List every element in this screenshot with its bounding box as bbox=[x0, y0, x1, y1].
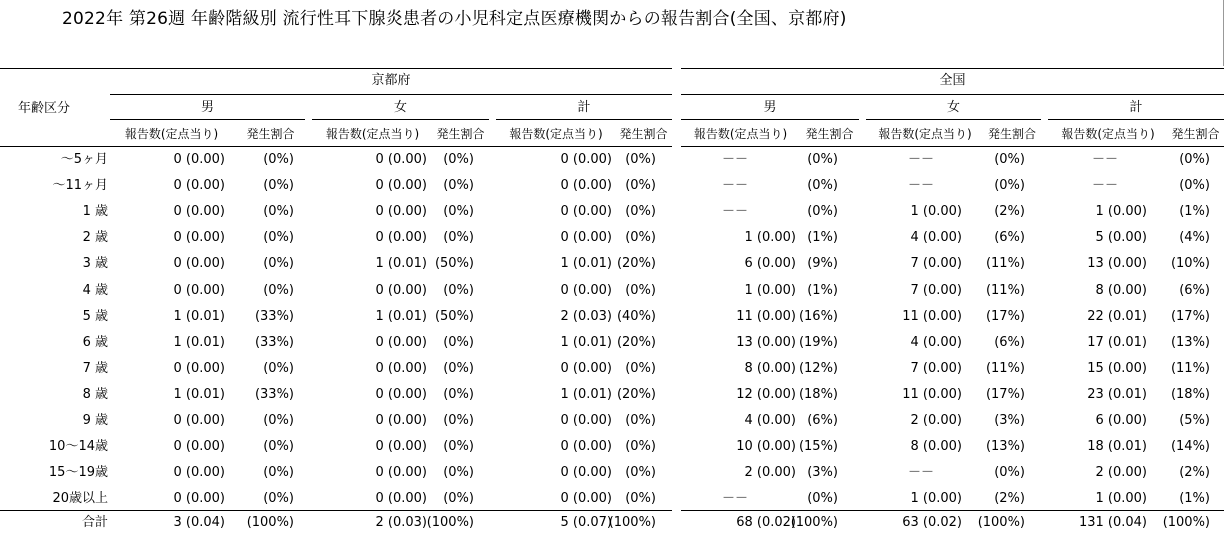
report-count-cell: 5 (0.00) bbox=[1095, 230, 1147, 245]
region-header: 全国 bbox=[939, 73, 966, 88]
report-count-cell: －－ bbox=[907, 152, 934, 167]
total-rate: (100%) bbox=[790, 515, 838, 530]
rate-cell: (0%) bbox=[263, 230, 294, 245]
age-label: 20歳以上 bbox=[52, 491, 108, 506]
report-count-cell: 0 (0.00) bbox=[173, 204, 225, 219]
report-count-cell: －－ bbox=[721, 178, 748, 193]
rate-cell: (0%) bbox=[443, 491, 474, 506]
rate-cell: (9%) bbox=[807, 256, 838, 271]
report-count-cell: 23 (0.01) bbox=[1087, 387, 1147, 402]
rate-cell: (11%) bbox=[1170, 361, 1210, 376]
report-count-cell: 0 (0.00) bbox=[560, 152, 612, 167]
rate-cell: (0%) bbox=[263, 204, 294, 219]
rate-cell: (0%) bbox=[625, 204, 656, 219]
rate-cell: (0%) bbox=[443, 465, 474, 480]
age-label: 6 歳 bbox=[82, 335, 108, 350]
rate-cell: (0%) bbox=[807, 491, 838, 506]
report-count-cell: 1 (0.01) bbox=[560, 335, 612, 350]
frame-border bbox=[1223, 0, 1224, 66]
rate-cell: (0%) bbox=[625, 361, 656, 376]
report-count-cell: －－ bbox=[1091, 152, 1118, 167]
rate-cell: (18%) bbox=[798, 387, 838, 402]
rate-cell: (0%) bbox=[443, 152, 474, 167]
report-count-cell: 1 (0.01) bbox=[173, 335, 225, 350]
rate-cell: (0%) bbox=[625, 413, 656, 428]
rate-cell: (0%) bbox=[443, 230, 474, 245]
report-count-cell: 0 (0.00) bbox=[560, 178, 612, 193]
rate-cell: (11%) bbox=[985, 283, 1025, 298]
total-label: 合計 bbox=[81, 515, 108, 530]
page-title: 2022年 第26週 年齢階級別 流行性耳下腺炎患者の小児科定点医療機関からの報告割合(全国、京都府) bbox=[62, 9, 847, 29]
rate-cell: (0%) bbox=[263, 465, 294, 480]
rate-cell: (1%) bbox=[807, 283, 838, 298]
report-count-cell: 4 (0.00) bbox=[910, 230, 962, 245]
report-count-cell: 12 (0.00) bbox=[736, 387, 796, 402]
gender-header: 女 bbox=[393, 100, 407, 115]
rate-cell: (0%) bbox=[443, 439, 474, 454]
total-border bbox=[0, 510, 672, 511]
rate-cell: (0%) bbox=[994, 152, 1025, 167]
rate-cell: (17%) bbox=[985, 309, 1025, 324]
rate-cell: (2%) bbox=[994, 204, 1025, 219]
total-rate: (100%) bbox=[1162, 515, 1210, 530]
gender-header: 女 bbox=[946, 100, 960, 115]
rate-cell: (1%) bbox=[1179, 204, 1210, 219]
rate-cell: (19%) bbox=[798, 335, 838, 350]
report-count-cell: 8 (0.00) bbox=[744, 361, 796, 376]
report-count-cell: 1 (0.01) bbox=[173, 387, 225, 402]
total-rate: (100%) bbox=[608, 515, 656, 530]
report-count-cell: 0 (0.00) bbox=[173, 439, 225, 454]
rate-cell: (0%) bbox=[994, 178, 1025, 193]
rate-cell: (0%) bbox=[1179, 152, 1210, 167]
report-count-cell: 1 (0.00) bbox=[1095, 491, 1147, 506]
age-label: 3 歳 bbox=[82, 256, 108, 271]
report-count-cell: 13 (0.00) bbox=[1087, 256, 1147, 271]
rate-cell: (0%) bbox=[443, 413, 474, 428]
rate-cell: (6%) bbox=[1179, 283, 1210, 298]
age-label: 10～14歳 bbox=[48, 439, 108, 454]
total-report-count: 68 (0.02) bbox=[736, 515, 796, 530]
rate-cell: (0%) bbox=[625, 465, 656, 480]
total-report-count: 131 (0.04) bbox=[1078, 515, 1147, 530]
report-count-cell: 8 (0.00) bbox=[910, 439, 962, 454]
rate-cell: (6%) bbox=[807, 413, 838, 428]
report-count-header: 報告数(定点当り) bbox=[878, 127, 972, 141]
report-count-cell: 0 (0.00) bbox=[560, 491, 612, 506]
age-label: 2 歳 bbox=[82, 230, 108, 245]
gender-header: 計 bbox=[577, 100, 591, 115]
rate-header: 発生割合 bbox=[1171, 127, 1220, 141]
rate-cell: (0%) bbox=[994, 465, 1025, 480]
report-count-cell: 11 (0.00) bbox=[902, 387, 962, 402]
rate-cell: (0%) bbox=[263, 413, 294, 428]
report-count-cell: 10 (0.00) bbox=[736, 439, 796, 454]
report-count-cell: 1 (0.01) bbox=[560, 387, 612, 402]
report-count-cell: 0 (0.00) bbox=[560, 413, 612, 428]
report-count-cell: 0 (0.00) bbox=[173, 361, 225, 376]
report-count-cell: 0 (0.00) bbox=[375, 439, 427, 454]
report-count-cell: －－ bbox=[907, 178, 934, 193]
rate-cell: (0%) bbox=[625, 178, 656, 193]
report-count-cell: 0 (0.00) bbox=[173, 230, 225, 245]
report-count-cell: 7 (0.00) bbox=[910, 256, 962, 271]
rate-cell: (0%) bbox=[807, 204, 838, 219]
gender-header: 男 bbox=[763, 100, 777, 115]
rate-header: 発生割合 bbox=[987, 127, 1036, 141]
report-count-cell: 0 (0.00) bbox=[173, 413, 225, 428]
report-count-cell: 0 (0.00) bbox=[375, 465, 427, 480]
gender-header: 計 bbox=[1129, 100, 1143, 115]
rate-header: 発生割合 bbox=[246, 127, 295, 141]
age-label: 7 歳 bbox=[82, 361, 108, 376]
rate-cell: (6%) bbox=[994, 335, 1025, 350]
report-count-cell: 4 (0.00) bbox=[744, 413, 796, 428]
rate-cell: (40%) bbox=[616, 309, 656, 324]
total-rate: (100%) bbox=[977, 515, 1025, 530]
report-count-cell: 2 (0.00) bbox=[744, 465, 796, 480]
report-count-cell: 0 (0.00) bbox=[173, 256, 225, 271]
region-header: 京都府 bbox=[371, 73, 411, 88]
rate-cell: (0%) bbox=[263, 152, 294, 167]
total-report-count: 5 (0.07) bbox=[560, 515, 612, 530]
rate-cell: (0%) bbox=[443, 204, 474, 219]
rate-cell: (0%) bbox=[443, 387, 474, 402]
total-report-count: 2 (0.03) bbox=[375, 515, 427, 530]
report-count-cell: 0 (0.00) bbox=[173, 152, 225, 167]
report-count-cell: 13 (0.00) bbox=[736, 335, 796, 350]
report-count-cell: 0 (0.00) bbox=[173, 491, 225, 506]
rate-cell: (3%) bbox=[807, 465, 838, 480]
report-count-header: 報告数(定点当り) bbox=[325, 127, 420, 141]
report-count-cell: 0 (0.00) bbox=[375, 230, 427, 245]
rate-cell: (0%) bbox=[263, 256, 294, 271]
rate-cell: (0%) bbox=[263, 361, 294, 376]
rate-cell: (16%) bbox=[798, 309, 838, 324]
rate-cell: (0%) bbox=[807, 152, 838, 167]
age-label: 4 歳 bbox=[82, 283, 108, 298]
rate-header: 発生割合 bbox=[805, 127, 854, 141]
rate-header: 発生割合 bbox=[436, 127, 485, 141]
rate-cell: (11%) bbox=[985, 361, 1025, 376]
report-count-header: 報告数(定点当り) bbox=[509, 127, 603, 141]
report-count-cell: 0 (0.00) bbox=[375, 413, 427, 428]
rate-cell: (33%) bbox=[254, 335, 294, 350]
rate-cell: (13%) bbox=[1170, 335, 1210, 350]
age-label: 5 歳 bbox=[82, 309, 108, 324]
report-count-cell: 2 (0.00) bbox=[1095, 465, 1147, 480]
age-label: 15～19歳 bbox=[48, 465, 108, 480]
rate-cell: (17%) bbox=[1170, 309, 1210, 324]
report-count-cell: 6 (0.00) bbox=[744, 256, 796, 271]
gender-header: 男 bbox=[200, 100, 214, 115]
report-count-cell: 1 (0.00) bbox=[910, 204, 962, 219]
rate-cell: (3%) bbox=[994, 413, 1025, 428]
rate-cell: (0%) bbox=[1179, 178, 1210, 193]
rate-cell: (0%) bbox=[263, 491, 294, 506]
rate-cell: (6%) bbox=[994, 230, 1025, 245]
rate-cell: (0%) bbox=[443, 178, 474, 193]
report-count-cell: 22 (0.01) bbox=[1087, 309, 1147, 324]
rate-cell: (0%) bbox=[443, 335, 474, 350]
age-group-header: 年齢区分 bbox=[18, 101, 71, 116]
report-count-cell: 0 (0.00) bbox=[375, 335, 427, 350]
rate-cell: (0%) bbox=[443, 283, 474, 298]
region-underline bbox=[110, 94, 672, 95]
rate-cell: (0%) bbox=[263, 439, 294, 454]
report-count-cell: 0 (0.00) bbox=[560, 230, 612, 245]
rate-cell: (10%) bbox=[1170, 256, 1210, 271]
report-count-cell: 1 (0.01) bbox=[173, 309, 225, 324]
report-count-cell: 0 (0.00) bbox=[375, 491, 427, 506]
gender-underline bbox=[110, 119, 305, 120]
report-count-cell: 0 (0.00) bbox=[375, 204, 427, 219]
total-report-count: 63 (0.02) bbox=[902, 515, 962, 530]
total-border bbox=[681, 510, 1224, 511]
rate-cell: (11%) bbox=[985, 256, 1025, 271]
report-count-cell: 0 (0.00) bbox=[560, 439, 612, 454]
report-count-cell: －－ bbox=[721, 204, 748, 219]
rate-cell: (5%) bbox=[1179, 413, 1210, 428]
report-count-cell: －－ bbox=[721, 152, 748, 167]
rate-cell: (17%) bbox=[985, 387, 1025, 402]
total-rate: (100%) bbox=[246, 515, 294, 530]
report-count-cell: 0 (0.00) bbox=[173, 465, 225, 480]
report-count-cell: 0 (0.00) bbox=[375, 283, 427, 298]
report-count-header: 報告数(定点当り) bbox=[1061, 127, 1155, 141]
total-report-count: 3 (0.04) bbox=[173, 515, 225, 530]
report-count-cell: 8 (0.00) bbox=[1095, 283, 1147, 298]
report-count-cell: 1 (0.00) bbox=[744, 283, 796, 298]
report-count-cell: 18 (0.01) bbox=[1087, 439, 1147, 454]
gender-underline bbox=[1048, 119, 1224, 120]
report-count-cell: 7 (0.00) bbox=[910, 361, 962, 376]
report-count-cell: 0 (0.00) bbox=[560, 361, 612, 376]
rate-cell: (0%) bbox=[263, 283, 294, 298]
rate-cell: (1%) bbox=[807, 230, 838, 245]
report-count-cell: 0 (0.00) bbox=[375, 387, 427, 402]
rate-cell: (33%) bbox=[254, 309, 294, 324]
rate-cell: (2%) bbox=[994, 491, 1025, 506]
gender-underline bbox=[681, 119, 859, 120]
rate-cell: (1%) bbox=[1179, 491, 1210, 506]
header-top-border bbox=[681, 68, 1224, 69]
rate-cell: (33%) bbox=[254, 387, 294, 402]
report-count-cell: 1 (0.00) bbox=[910, 491, 962, 506]
report-count-cell: 2 (0.03) bbox=[560, 309, 612, 324]
report-count-header: 報告数(定点当り) bbox=[124, 127, 219, 141]
report-count-cell: 0 (0.00) bbox=[560, 204, 612, 219]
rate-cell: (0%) bbox=[807, 178, 838, 193]
report-count-cell: 17 (0.01) bbox=[1087, 335, 1147, 350]
rate-cell: (13%) bbox=[985, 439, 1025, 454]
rate-cell: (0%) bbox=[625, 152, 656, 167]
age-label: 8 歳 bbox=[82, 387, 108, 402]
report-count-cell: 0 (0.00) bbox=[560, 465, 612, 480]
age-label: 9 歳 bbox=[82, 413, 108, 428]
report-count-cell: 0 (0.00) bbox=[173, 178, 225, 193]
rate-cell: (0%) bbox=[625, 283, 656, 298]
report-count-cell: 11 (0.00) bbox=[736, 309, 796, 324]
report-count-cell: 1 (0.01) bbox=[375, 309, 427, 324]
rate-cell: (0%) bbox=[625, 230, 656, 245]
header-top-border bbox=[0, 68, 672, 69]
report-count-cell: 0 (0.00) bbox=[375, 178, 427, 193]
report-count-cell: 11 (0.00) bbox=[902, 309, 962, 324]
total-rate: (100%) bbox=[426, 515, 474, 530]
subheader-border bbox=[0, 146, 672, 147]
report-count-cell: 15 (0.00) bbox=[1087, 361, 1147, 376]
region-underline bbox=[681, 94, 1224, 95]
report-count-cell: 7 (0.00) bbox=[910, 283, 962, 298]
rate-cell: (4%) bbox=[1179, 230, 1210, 245]
age-label: ～11ヶ月 bbox=[52, 178, 108, 193]
report-count-cell: －－ bbox=[907, 465, 934, 480]
age-label: ～5ヶ月 bbox=[60, 152, 108, 167]
report-count-header: 報告数(定点当り) bbox=[693, 127, 788, 141]
report-count-cell: 0 (0.00) bbox=[173, 283, 225, 298]
report-count-cell: 0 (0.00) bbox=[375, 361, 427, 376]
rate-cell: (0%) bbox=[625, 439, 656, 454]
report-count-cell: 4 (0.00) bbox=[910, 335, 962, 350]
rate-cell: (20%) bbox=[616, 256, 656, 271]
rate-cell: (0%) bbox=[625, 491, 656, 506]
report-count-cell: －－ bbox=[721, 491, 748, 506]
rate-cell: (50%) bbox=[434, 256, 474, 271]
rate-cell: (0%) bbox=[443, 361, 474, 376]
rate-cell: (50%) bbox=[434, 309, 474, 324]
rate-cell: (12%) bbox=[798, 361, 838, 376]
report-count-cell: 0 (0.00) bbox=[560, 283, 612, 298]
report-count-cell: 6 (0.00) bbox=[1095, 413, 1147, 428]
rate-cell: (20%) bbox=[616, 387, 656, 402]
report-count-cell: 2 (0.00) bbox=[910, 413, 962, 428]
rate-cell: (2%) bbox=[1179, 465, 1210, 480]
rate-cell: (20%) bbox=[616, 335, 656, 350]
rate-cell: (0%) bbox=[263, 178, 294, 193]
report-count-cell: －－ bbox=[1091, 178, 1118, 193]
age-label: 1 歳 bbox=[82, 204, 108, 219]
gender-underline bbox=[496, 119, 672, 120]
report-count-cell: 1 (0.00) bbox=[744, 230, 796, 245]
rate-header: 発生割合 bbox=[619, 127, 668, 141]
rate-cell: (18%) bbox=[1170, 387, 1210, 402]
rate-cell: (14%) bbox=[1170, 439, 1210, 454]
gender-underline bbox=[866, 119, 1041, 120]
subheader-border bbox=[681, 146, 1224, 147]
report-count-cell: 1 (0.01) bbox=[375, 256, 427, 271]
gender-underline bbox=[312, 119, 489, 120]
report-count-cell: 0 (0.00) bbox=[375, 152, 427, 167]
report-count-cell: 1 (0.00) bbox=[1095, 204, 1147, 219]
rate-cell: (15%) bbox=[798, 439, 838, 454]
report-count-cell: 1 (0.01) bbox=[560, 256, 612, 271]
